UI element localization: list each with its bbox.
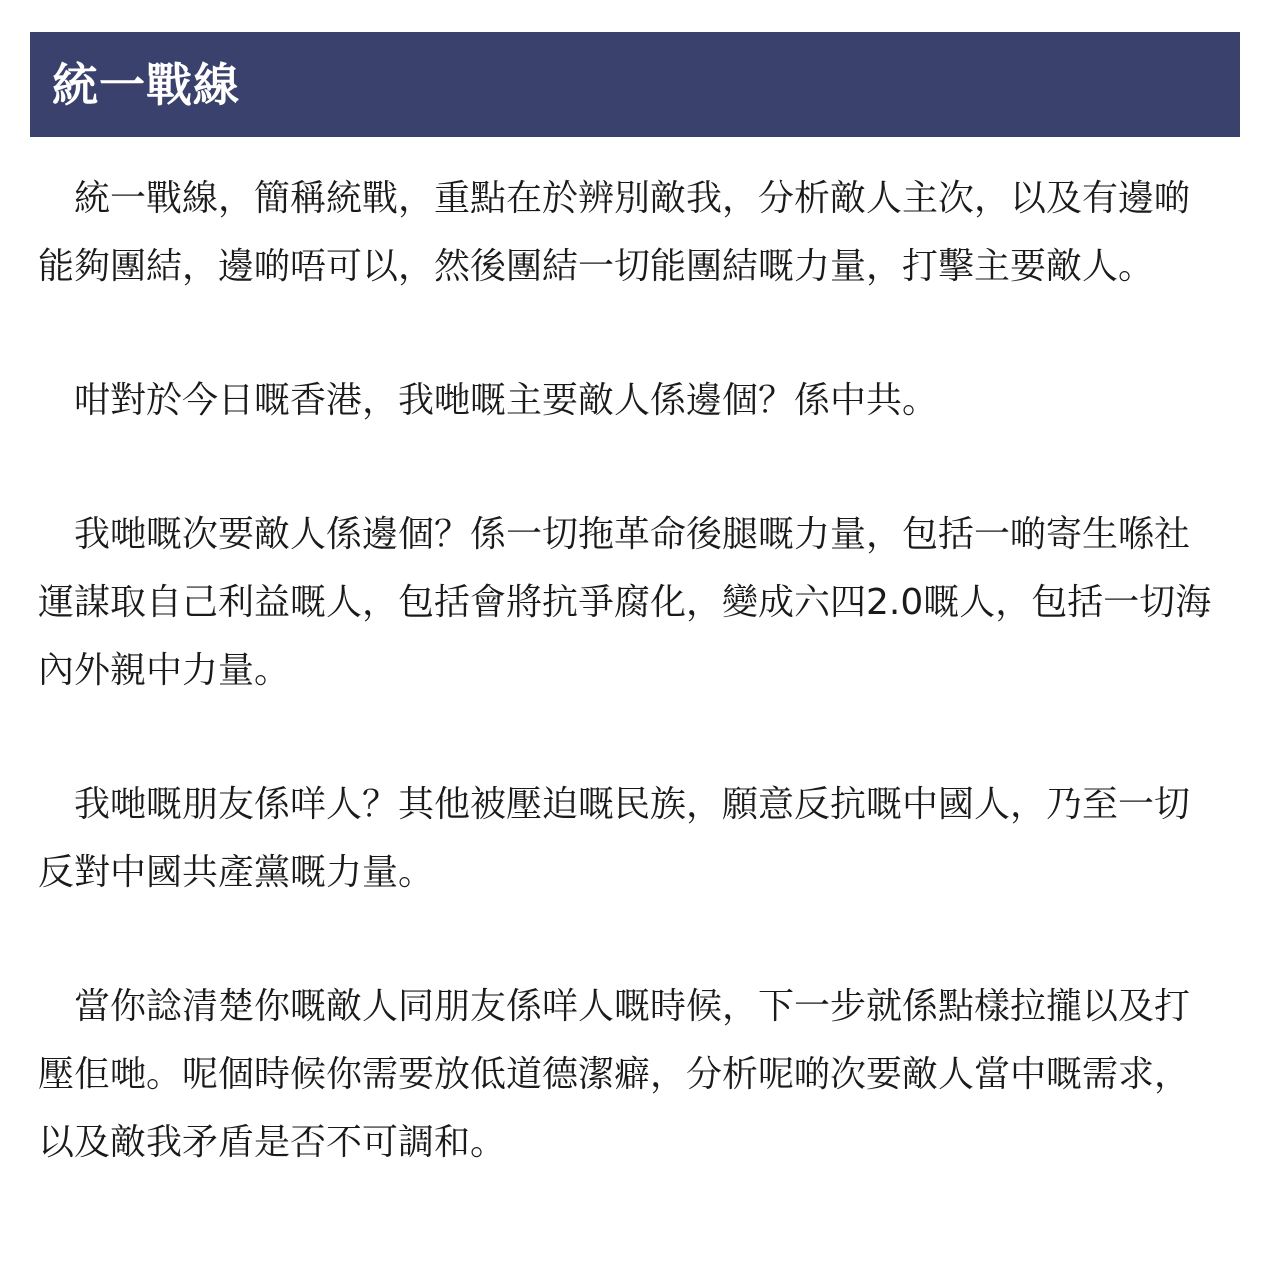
paragraph-secondary-enemy: 我哋嘅次要敵人係邊個？係一切拖革命後腿嘅力量，包括一啲寄生喺社運謀取自己利益嘅人，包括會將抗爭腐化，變成六四2.0嘅人，包括一切海內外親中力量。: [38, 514, 1212, 691]
article-title: 統一戰線: [52, 57, 240, 112]
title-bar: [30, 32, 1240, 137]
paragraph-friends: 我哋嘅朋友係咩人？其他被壓迫嘅民族，願意反抗嘅中國人，乃至一切反對中國共產黨嘅力量。: [38, 784, 1191, 893]
article-body: [38, 165, 1213, 1177]
paragraph-next-step: 當你諗清楚你嘅敵人同朋友係咩人嘅時候，下一步就係點樣拉攏以及打壓佢哋。呢個時候你需要放低道德潔癖，分析呢啲次要敵人當中嘅需求，以及敵我矛盾是否不可調和。: [38, 986, 1191, 1163]
paragraph-united-front-definition: 統一戰線，簡稱統戰，重點在於辨別敵我，分析敵人主次，以及有邊啲能夠團結，邊啲唔可以，然後團結一切能團結嘅力量，打擊主要敵人。: [38, 178, 1191, 287]
paragraph-main-enemy: 咁對於今日嘅香港，我哋嘅主要敵人係邊個？係中共。: [74, 380, 939, 421]
